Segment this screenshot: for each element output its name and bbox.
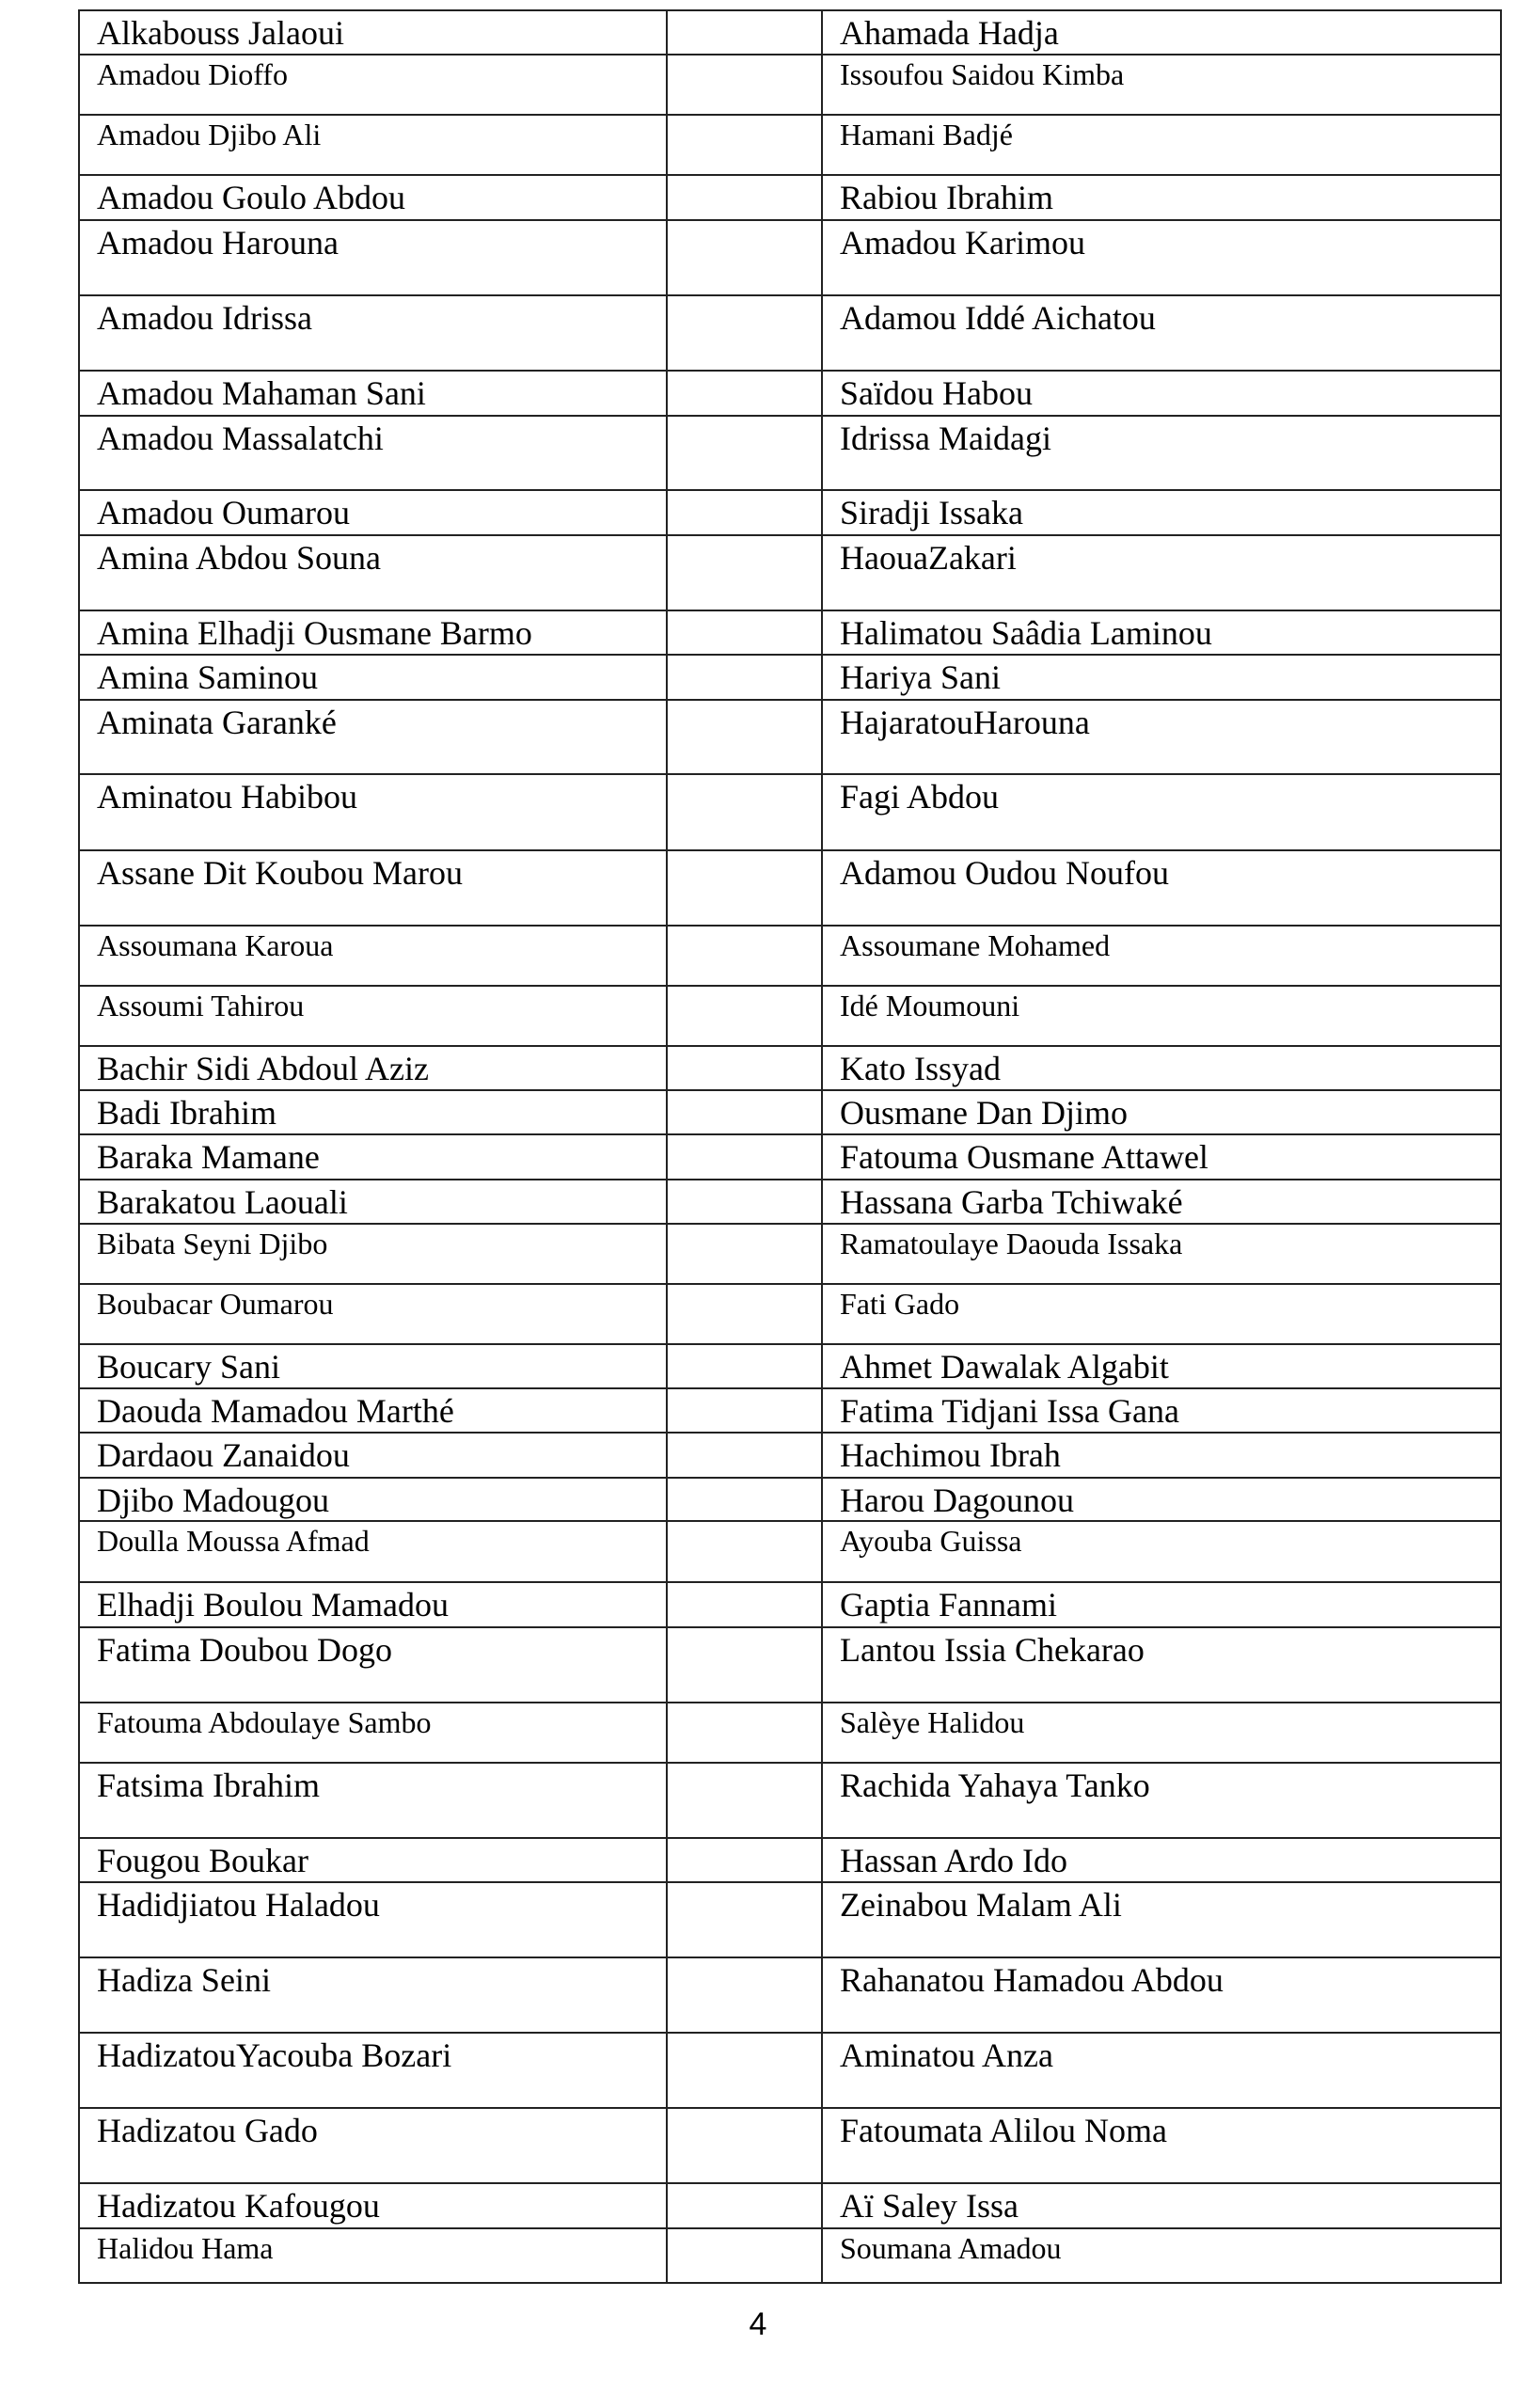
table-row bbox=[79, 926, 1501, 986]
spacer-cell bbox=[667, 2033, 822, 2108]
table-row bbox=[79, 1582, 1501, 1627]
name-cell-left: Alkabouss Jalaoui bbox=[79, 10, 667, 55]
table-row bbox=[79, 1046, 1501, 1090]
name-cell-left: Assoumi Tahirou bbox=[79, 986, 667, 1046]
name-cell-right: Hassan Ardo Ido bbox=[822, 1838, 1501, 1882]
name-cell-left: Boubacar Oumarou bbox=[79, 1284, 667, 1344]
name-cell-right: Idé Moumouni bbox=[822, 986, 1501, 1046]
spacer-cell bbox=[667, 1582, 822, 1627]
spacer-cell bbox=[667, 1046, 822, 1090]
spacer-cell bbox=[667, 1224, 822, 1284]
name-cell-right: Assoumane Mohamed bbox=[822, 926, 1501, 986]
spacer-cell bbox=[667, 175, 822, 220]
name-cell-left: Fatouma Abdoulaye Sambo bbox=[79, 1703, 667, 1763]
table-row bbox=[79, 1224, 1501, 1284]
name-cell-right: Siradji Issaka bbox=[822, 490, 1501, 535]
table-row bbox=[79, 1433, 1501, 1478]
name-cell-left: Amadou Idrissa bbox=[79, 295, 667, 371]
name-cell-right: Idrissa Maidagi bbox=[822, 416, 1501, 490]
name-cell-left: Hadizatou Gado bbox=[79, 2108, 667, 2183]
spacer-cell bbox=[667, 490, 822, 535]
name-cell-right: Amadou Karimou bbox=[822, 220, 1501, 295]
table-row bbox=[79, 371, 1501, 416]
name-cell-left: Elhadji Boulou Mamadou bbox=[79, 1582, 667, 1627]
name-cell-left: Aminatou Habibou bbox=[79, 774, 667, 850]
spacer-cell bbox=[667, 295, 822, 371]
name-cell-left: Halidou Hama bbox=[79, 2228, 667, 2283]
table-row bbox=[79, 1703, 1501, 1763]
name-cell-right: Rabiou Ibrahim bbox=[822, 175, 1501, 220]
name-cell-right: Fagi Abdou bbox=[822, 774, 1501, 850]
table-row bbox=[79, 1180, 1501, 1224]
spacer-cell bbox=[667, 655, 822, 700]
table-row bbox=[79, 490, 1501, 535]
name-cell-left: Amina Abdou Souna bbox=[79, 535, 667, 610]
spacer-cell bbox=[667, 1180, 822, 1224]
spacer-cell bbox=[667, 1478, 822, 1521]
name-cell-right: Aminatou Anza bbox=[822, 2033, 1501, 2108]
name-cell-right: Fati Gado bbox=[822, 1284, 1501, 1344]
table-row bbox=[79, 295, 1501, 371]
table-row bbox=[79, 220, 1501, 295]
spacer-cell bbox=[667, 926, 822, 986]
spacer-cell bbox=[667, 371, 822, 416]
name-cell-left: Amadou Harouna bbox=[79, 220, 667, 295]
name-cell-left: Amadou Mahaman Sani bbox=[79, 371, 667, 416]
table-row bbox=[79, 416, 1501, 490]
name-cell-right: Rachida Yahaya Tanko bbox=[822, 1763, 1501, 1838]
name-cell-left: Barakatou Laouali bbox=[79, 1180, 667, 1224]
name-cell-right: Ayouba Guissa bbox=[822, 1521, 1501, 1582]
table-row bbox=[79, 1134, 1501, 1180]
spacer-cell bbox=[667, 610, 822, 655]
spacer-cell bbox=[667, 1627, 822, 1703]
table-row bbox=[79, 610, 1501, 655]
table-row bbox=[79, 1344, 1501, 1388]
table-row bbox=[79, 1763, 1501, 1838]
name-cell-left: Fougou Boukar bbox=[79, 1838, 667, 1882]
spacer-cell bbox=[667, 1090, 822, 1134]
name-cell-right: Fatouma Ousmane Attawel bbox=[822, 1134, 1501, 1180]
table-row bbox=[79, 1478, 1501, 1521]
table-row bbox=[79, 2108, 1501, 2183]
spacer-cell bbox=[667, 700, 822, 774]
spacer-cell bbox=[667, 1284, 822, 1344]
table-row bbox=[79, 1090, 1501, 1134]
table-row bbox=[79, 1838, 1501, 1882]
name-cell-left: Aminata Garanké bbox=[79, 700, 667, 774]
table-row bbox=[79, 1882, 1501, 1957]
name-cell-left: Amina Saminou bbox=[79, 655, 667, 700]
spacer-cell bbox=[667, 1957, 822, 2033]
spacer-cell bbox=[667, 1838, 822, 1882]
name-cell-left: Amadou Goulo Abdou bbox=[79, 175, 667, 220]
table-row bbox=[79, 115, 1501, 175]
table-row bbox=[79, 2033, 1501, 2108]
name-cell-right: Fatima Tidjani Issa Gana bbox=[822, 1388, 1501, 1433]
table-row bbox=[79, 774, 1501, 850]
name-cell-left: Bachir Sidi Abdoul Aziz bbox=[79, 1046, 667, 1090]
name-cell-left: Djibo Madougou bbox=[79, 1478, 667, 1521]
spacer-cell bbox=[667, 416, 822, 490]
spacer-cell bbox=[667, 2108, 822, 2183]
name-cell-left: Doulla Moussa Afmad bbox=[79, 1521, 667, 1582]
name-cell-left: Fatima Doubou Dogo bbox=[79, 1627, 667, 1703]
name-cell-right: Halimatou Saâdia Laminou bbox=[822, 610, 1501, 655]
spacer-cell bbox=[667, 1344, 822, 1388]
name-cell-left: Boucary Sani bbox=[79, 1344, 667, 1388]
name-cell-right: Hachimou Ibrah bbox=[822, 1433, 1501, 1478]
name-cell-right: Hariya Sani bbox=[822, 655, 1501, 700]
name-cell-right: HajaratouHarouna bbox=[822, 700, 1501, 774]
spacer-cell bbox=[667, 1521, 822, 1582]
name-cell-right: Lantou Issia Chekarao bbox=[822, 1627, 1501, 1703]
name-cell-right: Fatoumata Alilou Noma bbox=[822, 2108, 1501, 2183]
table-row bbox=[79, 655, 1501, 700]
name-cell-left: Amina Elhadji Ousmane Barmo bbox=[79, 610, 667, 655]
spacer-cell bbox=[667, 850, 822, 926]
name-cell-right: Ahmet Dawalak Algabit bbox=[822, 1344, 1501, 1388]
name-cell-left: Amadou Oumarou bbox=[79, 490, 667, 535]
spacer-cell bbox=[667, 535, 822, 610]
spacer-cell bbox=[667, 1763, 822, 1838]
table-row bbox=[79, 535, 1501, 610]
name-cell-right: Adamou Oudou Noufou bbox=[822, 850, 1501, 926]
table-row bbox=[79, 10, 1501, 55]
spacer-cell bbox=[667, 1882, 822, 1957]
name-cell-left: Hadizatou Kafougou bbox=[79, 2183, 667, 2228]
spacer-cell bbox=[667, 10, 822, 55]
table-row bbox=[79, 1388, 1501, 1433]
spacer-cell bbox=[667, 774, 822, 850]
name-cell-right: Ahamada Hadja bbox=[822, 10, 1501, 55]
name-cell-right: Rahanatou Hamadou Abdou bbox=[822, 1957, 1501, 2033]
table-row bbox=[79, 2183, 1501, 2228]
name-cell-right: Hamani Badjé bbox=[822, 115, 1501, 175]
name-cell-right: Harou Dagounou bbox=[822, 1478, 1501, 1521]
name-cell-left: Baraka Mamane bbox=[79, 1134, 667, 1180]
name-cell-left: Daouda Mamadou Marthé bbox=[79, 1388, 667, 1433]
table-row bbox=[79, 175, 1501, 220]
name-cell-left: Bibata Seyni Djibo bbox=[79, 1224, 667, 1284]
table-row bbox=[79, 986, 1501, 1046]
table-row bbox=[79, 1521, 1501, 1582]
table-row bbox=[79, 2228, 1501, 2283]
name-cell-right: Salèye Halidou bbox=[822, 1703, 1501, 1763]
name-cell-left: Amadou Dioffo bbox=[79, 55, 667, 115]
table-row bbox=[79, 1957, 1501, 2033]
name-cell-left: Fatsima Ibrahim bbox=[79, 1763, 667, 1838]
name-cell-right: Zeinabou Malam Ali bbox=[822, 1882, 1501, 1957]
spacer-cell bbox=[667, 1134, 822, 1180]
name-cell-left: Badi Ibrahim bbox=[79, 1090, 667, 1134]
name-cell-right: Gaptia Fannami bbox=[822, 1582, 1501, 1627]
name-cell-left: Amadou Massalatchi bbox=[79, 416, 667, 490]
name-cell-left: HadizatouYacouba Bozari bbox=[79, 2033, 667, 2108]
name-cell-right: Adamou Iddé Aichatou bbox=[822, 295, 1501, 371]
table-row bbox=[79, 1284, 1501, 1344]
page-number: 4 bbox=[749, 2306, 767, 2342]
spacer-cell bbox=[667, 986, 822, 1046]
spacer-cell bbox=[667, 55, 822, 115]
name-cell-right: Hassana Garba Tchiwaké bbox=[822, 1180, 1501, 1224]
spacer-cell bbox=[667, 1703, 822, 1763]
spacer-cell bbox=[667, 2228, 822, 2283]
name-cell-left: Assane Dit Koubou Marou bbox=[79, 850, 667, 926]
names-table-body bbox=[79, 10, 1501, 2283]
name-cell-right: Ousmane Dan Djimo bbox=[822, 1090, 1501, 1134]
name-cell-right: HaouaZakari bbox=[822, 535, 1501, 610]
spacer-cell bbox=[667, 220, 822, 295]
name-cell-right: Aï Saley Issa bbox=[822, 2183, 1501, 2228]
name-cell-left: Amadou Djibo Ali bbox=[79, 115, 667, 175]
spacer-cell bbox=[667, 2183, 822, 2228]
table-row bbox=[79, 700, 1501, 774]
table-row bbox=[79, 850, 1501, 926]
table-row bbox=[79, 55, 1501, 115]
name-cell-right: Issoufou Saidou Kimba bbox=[822, 55, 1501, 115]
name-cell-left: Assoumana Karoua bbox=[79, 926, 667, 986]
name-cell-right: Ramatoulaye Daouda Issaka bbox=[822, 1224, 1501, 1284]
name-cell-left: Hadidjiatou Haladou bbox=[79, 1882, 667, 1957]
spacer-cell bbox=[667, 115, 822, 175]
table-row bbox=[79, 1627, 1501, 1703]
names-table bbox=[78, 9, 1502, 2284]
spacer-cell bbox=[667, 1388, 822, 1433]
name-cell-right: Soumana Amadou bbox=[822, 2228, 1501, 2283]
name-cell-left: Dardaou Zanaidou bbox=[79, 1433, 667, 1478]
spacer-cell bbox=[667, 1433, 822, 1478]
name-cell-right: Kato Issyad bbox=[822, 1046, 1501, 1090]
name-cell-right: Saïdou Habou bbox=[822, 371, 1501, 416]
name-cell-left: Hadiza Seini bbox=[79, 1957, 667, 2033]
